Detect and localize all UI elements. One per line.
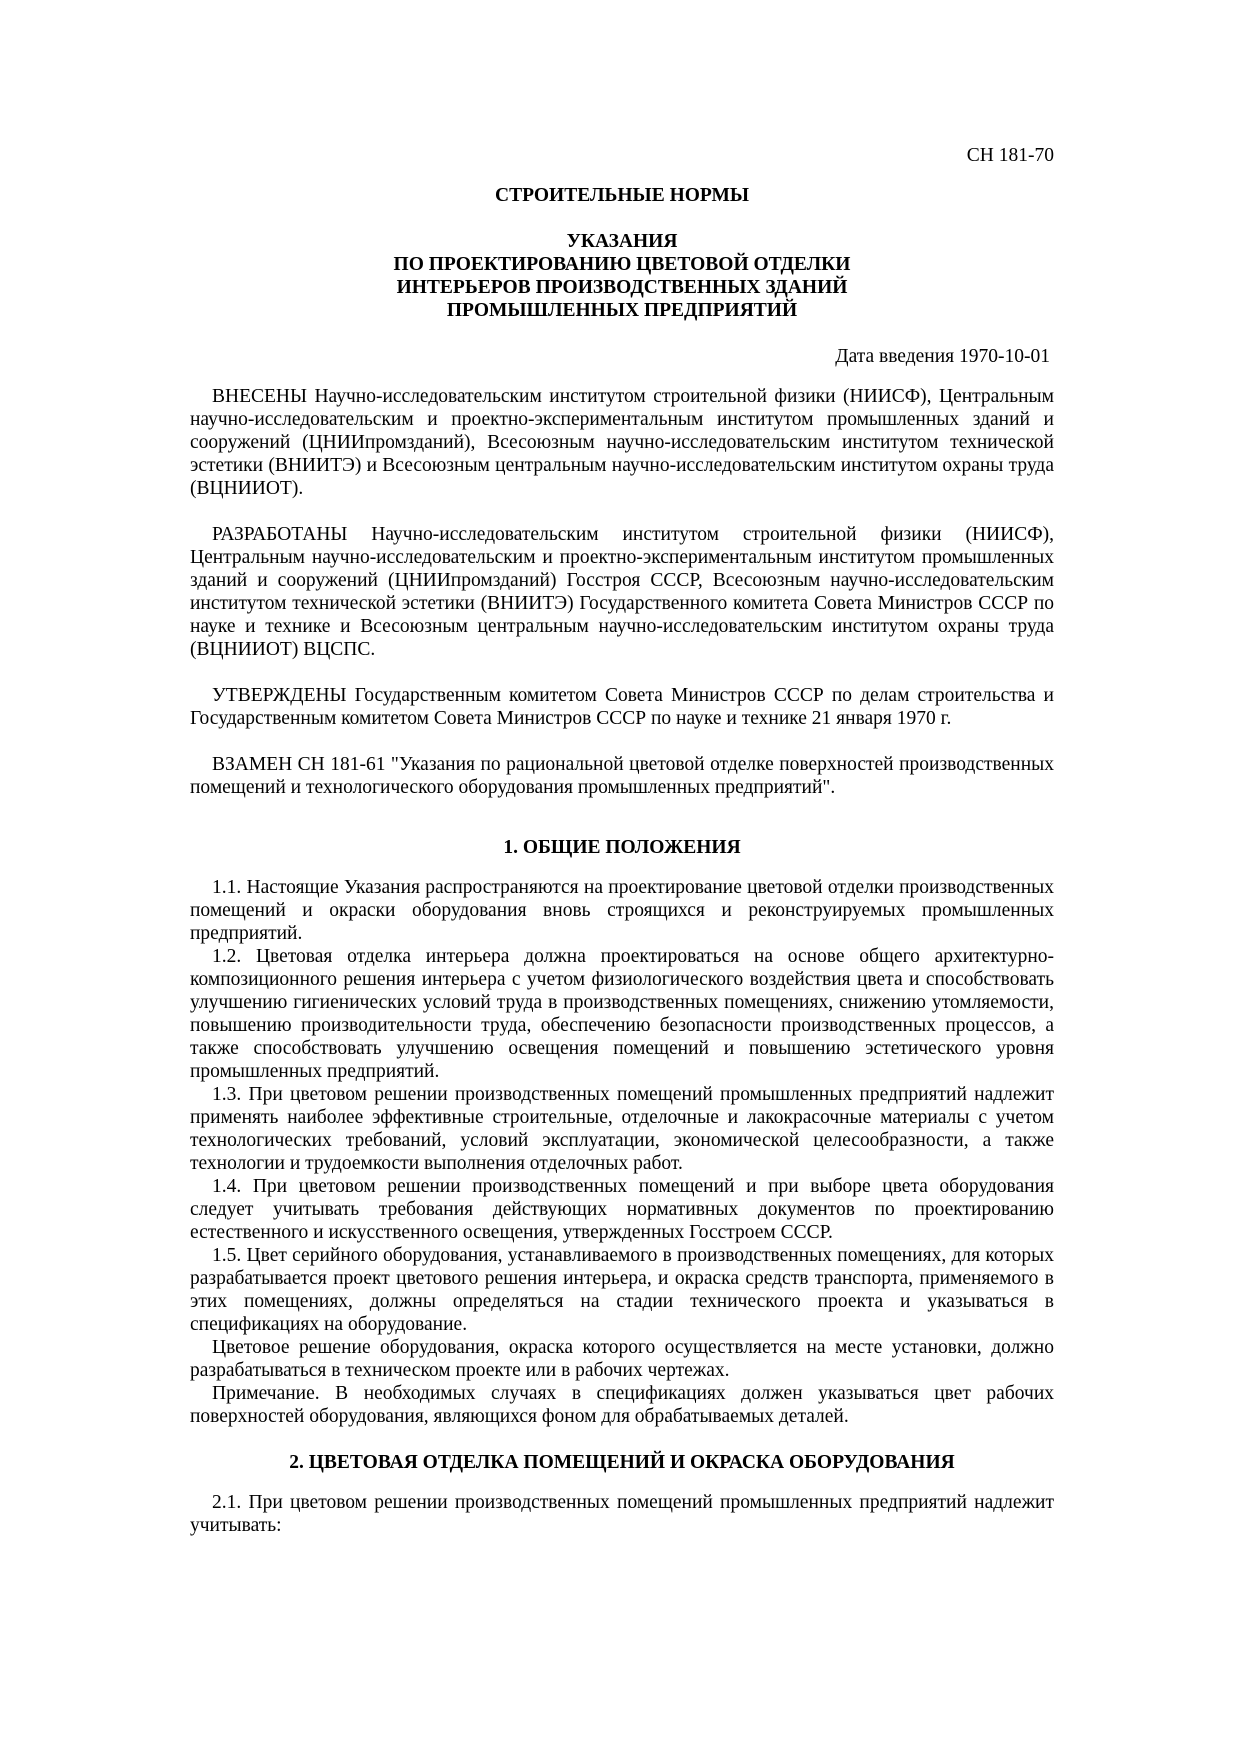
document-code: СН 181-70 [966,145,1054,166]
clause-1-1: 1.1. Настоящие Указания распространяются на проектирование цветовой отделки производственных помещений и окраски оборудования вновь строящихся и реконструируемых промышленных предприятий. [190,877,1054,944]
document-page [190,144,1054,1537]
clause-1-5-continuation: Цветовое решение оборудования, окраска которого осуществляется на месте установки, должно разрабатываться в техническом проекте или в рабочих чертежах. [190,1337,1054,1381]
developed-by-paragraph: РАЗРАБОТАНЫ Научно-исследовательским институтом строительной физики (НИИСФ), Центральным научно-исследовательским и проектно-экспериментальным институтом промышленных зданий и сооружений (ЦНИИпромзданий) Госстроя СССР, Всесоюзным научно-исследовательским институтом технической эстетики (ВНИИТЭ) Государственного комитета Совета Министров СССР по науке и технике и Всесоюзным центральным научно-исследовательским институтом охраны труда (ВЦНИИОТ) ВЦСПС. [190,524,1054,660]
clause-1-4: 1.4. При цветовом решении производственных помещений и при выборе цвета оборудования следует учитывать требования действующих нормативных документов по проектированию естественного и искусственного освещения, утвержденных Госстроем СССР. [190,1176,1054,1243]
norms-title: СТРОИТЕЛЬНЫЕ НОРМЫ [494,185,750,206]
replaces-paragraph: ВЗАМЕН СН 181-61 "Указания по рациональной цветовой отделке поверхностей производственных помещений и технологического оборудования промышленных предприятий". [190,754,1054,798]
section-1-heading: 1. ОБЩИЕ ПОЛОЖЕНИЯ [503,837,741,858]
approved-by-paragraph: УТВЕРЖДЕНЫ Государственным комитетом Совета Министров СССР по делам строительства и Государственным комитетом Совета Министров СССР по науке и технике 21 января 1970 г. [190,685,1054,729]
clause-1-3: 1.3. При цветовом решении производственных помещений промышленных предприятий надлежит применять наиболее эффективные строительные, отделочные и лакокрасочные материалы с учетом технологических требований, условий эксплуатации, экономической целесообразности, а также технологии и трудоемкости выполнения отделочных работ. [190,1084,1054,1174]
clause-1-2: 1.2. Цветовая отделка интерьера должна проектироваться на основе общего архитектурно-композиционного решения интерьера с учетом физиологического воздействия цвета и способствовать улучшению гигиенических условий труда в производственных помещениях, снижению утомляемости, повышению производительности труда, обеспечению безопасности производственных процессов, а также способствовать улучшению освещения помещений и повышению эстетического уровня промышленных предприятий. [190,946,1054,1082]
clause-2-1: 2.1. При цветовом решении производственных помещений промышленных предприятий надлежит учитывать: [190,1492,1054,1536]
title-line: УКАЗАНИЯ [566,231,678,252]
document-title [190,230,1054,322]
title-line: ИНТЕРЬЕРОВ ПРОИЗВОДСТВЕННЫХ ЗДАНИЙ [396,277,848,298]
title-line: ПРОМЫШЛЕННЫХ ПРЕДПРИЯТИЙ [446,300,798,321]
section-2-heading: 2. ЦВЕТОВАЯ ОТДЕЛКА ПОМЕЩЕНИЙ И ОКРАСКА ОБОРУДОВАНИЯ [289,1452,955,1473]
note-paragraph: Примечание. В необходимых случаях в спецификациях должен указываться цвет рабочих поверхностей оборудования, являющихся фоном для обрабатываемых деталей. [190,1383,1054,1427]
clause-1-5: 1.5. Цвет серийного оборудования, устанавливаемого в производственных помещениях, для которых разрабатывается проект цветового решения интерьера, и окраска средств транспорта, применяемого в этих помещениях, должны определяться на стадии технического проекта и указываться в спецификациях на оборудование. [190,1245,1054,1335]
effective-date: Дата введения 1970-10-01 [835,346,1050,367]
title-line: ПО ПРОЕКТИРОВАНИЮ ЦВЕТОВОЙ ОТДЕЛКИ [393,254,851,275]
introduced-by-paragraph: ВНЕСЕНЫ Научно-исследовательским институтом строительной физики (НИИСФ), Центральным научно-исследовательским и проектно-экспериментальным институтом промышленных зданий и сооружений (ЦНИИпромзданий), Всесоюзным научно-исследовательским институтом технической эстетики (ВНИИТЭ) и Всесоюзным центральным научно-исследовательским институтом охраны труда (ВЦНИИОТ). [190,386,1054,499]
